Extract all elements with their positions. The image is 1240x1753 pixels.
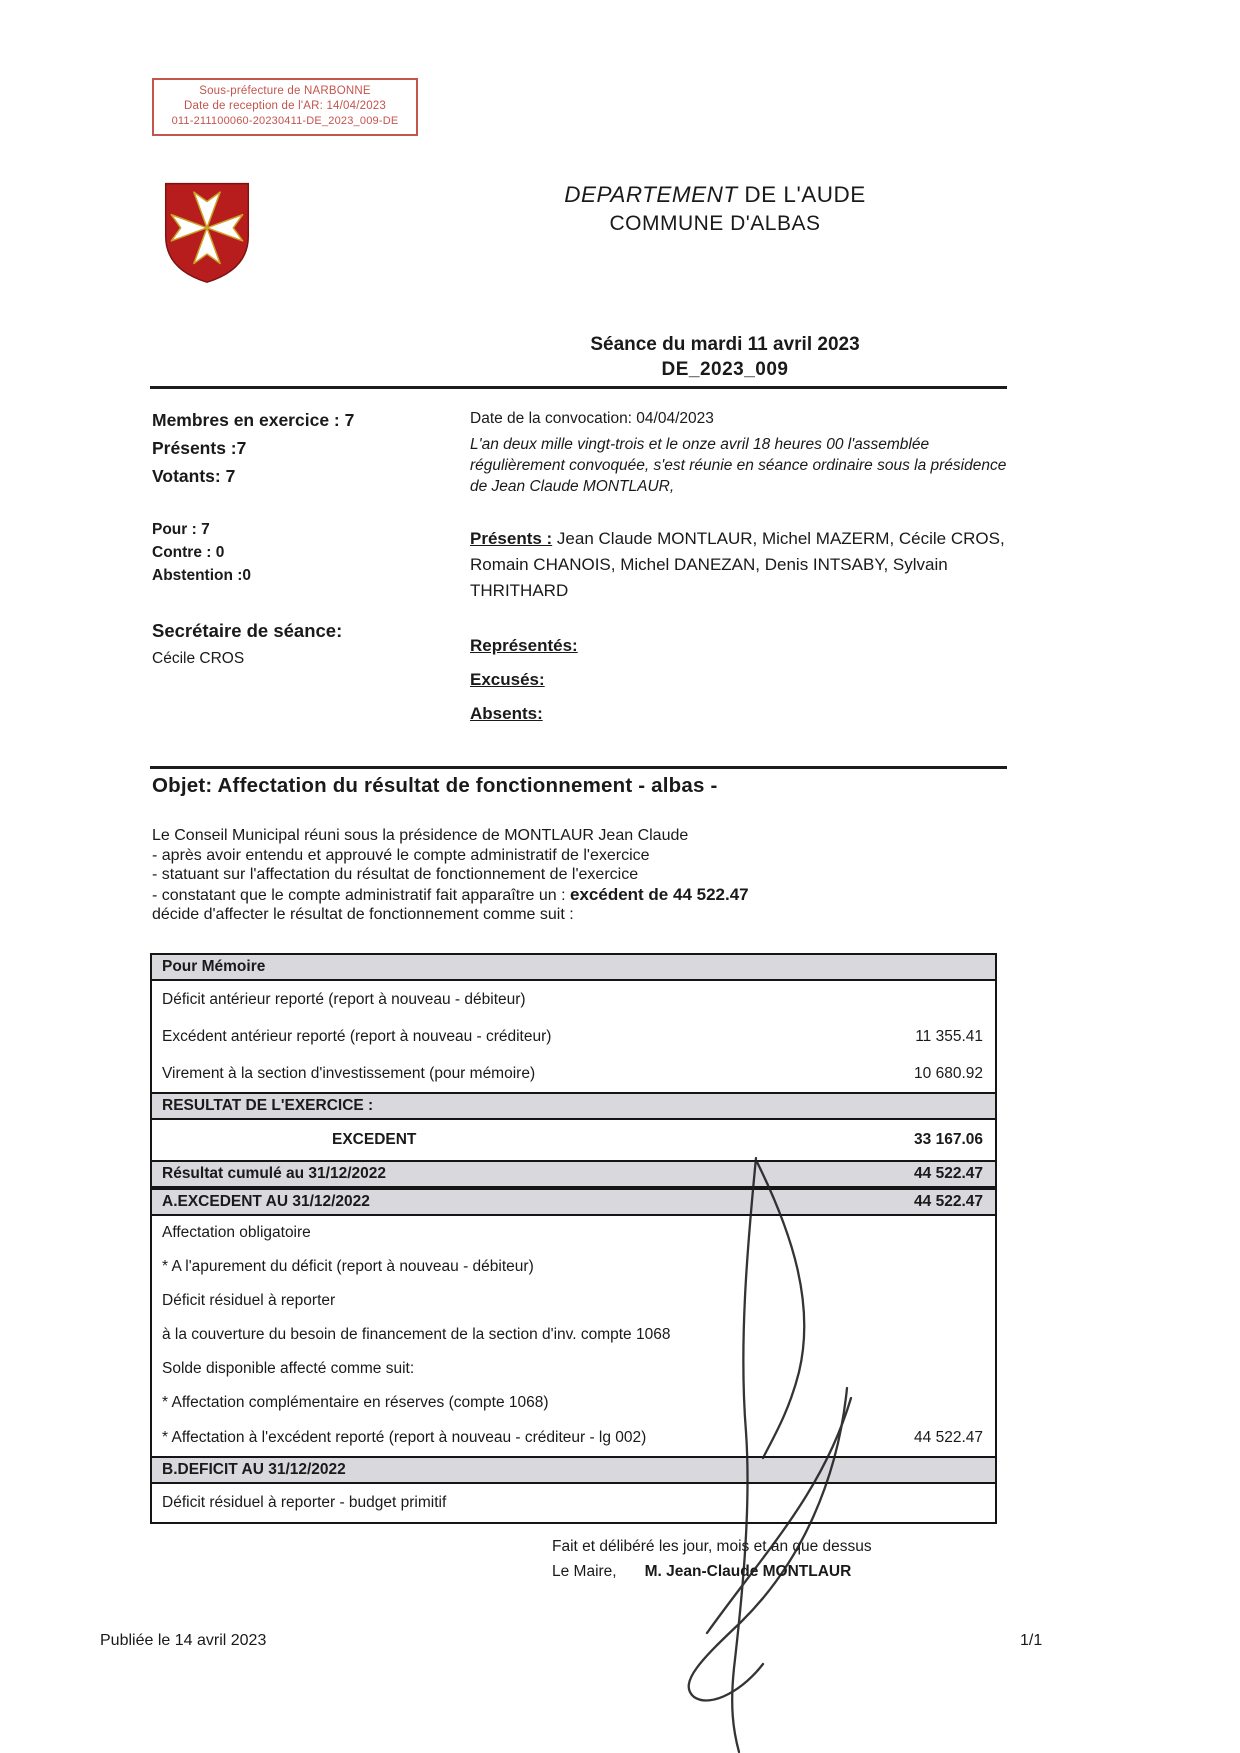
row-value: 44 522.47 bbox=[914, 1193, 983, 1210]
row-label: * A l'apurement du déficit (report à nouveau - débiteur) bbox=[162, 1258, 534, 1275]
row-value: 33 167.06 bbox=[914, 1131, 983, 1148]
divider-line-object bbox=[150, 766, 1007, 769]
votes-abstention: Abstention :0 bbox=[152, 567, 252, 584]
members-count: Membres en exercice : 7 bbox=[152, 410, 355, 430]
row-label: A.EXCEDENT AU 31/12/2022 bbox=[162, 1193, 370, 1210]
deliberation-body bbox=[152, 826, 1012, 925]
row-label: B.DEFICIT AU 31/12/2022 bbox=[162, 1461, 346, 1478]
table-row bbox=[152, 1318, 995, 1352]
stamp-line-1: Sous-préfecture de NARBONNE bbox=[199, 85, 371, 97]
table-row bbox=[152, 981, 995, 1018]
page-number: 1/1 bbox=[1020, 1632, 1043, 1649]
row-label: Excédent antérieur reporté (report à nouveau - créditeur) bbox=[162, 1027, 552, 1045]
row-label: Résultat cumulé au 31/12/2022 bbox=[162, 1165, 387, 1182]
stamp-line-2: Date de reception de l'AR: 14/04/2023 bbox=[183, 100, 387, 112]
prefecture-stamp bbox=[152, 78, 418, 136]
department-name-rest: DE L'AUDE bbox=[737, 182, 866, 207]
attendance-counts bbox=[152, 406, 354, 490]
body-line: - statuant sur l'affectation du résultat de fonctionnement de l'exercice bbox=[152, 866, 639, 883]
vote-counts bbox=[152, 518, 251, 587]
row-value: 10 680.92 bbox=[914, 1064, 983, 1082]
body-line: décide d'affecter le résultat de fonctionnement comme suit : bbox=[152, 906, 574, 923]
secretary-name: Cécile CROS bbox=[152, 650, 245, 667]
table-row bbox=[152, 1120, 995, 1160]
mayor-label: Le Maire, bbox=[552, 1563, 617, 1580]
commune-title: COMMUNE D'ALBAS bbox=[609, 212, 821, 235]
row-label: Déficit antérieur reporté (report à nouveau - débiteur) bbox=[162, 990, 526, 1008]
table-row bbox=[152, 1456, 995, 1484]
department-name-italic: DEPARTEMENT bbox=[564, 182, 738, 207]
row-label: Solde disponible affecté comme suit: bbox=[162, 1360, 415, 1377]
table-row bbox=[152, 1055, 995, 1092]
object-heading: Objet: Affectation du résultat de fonctionnement - albas - bbox=[152, 774, 718, 797]
row-label: Affectation obligatoire bbox=[162, 1224, 311, 1241]
session-date-title: Séance du mardi 11 avril 2023 bbox=[590, 334, 860, 355]
row-label: à la couverture du besoin de financement de la section d'inv. compte 1068 bbox=[162, 1326, 671, 1343]
presents-label: Présents : bbox=[470, 529, 553, 548]
maltese-cross-shield-icon bbox=[160, 178, 254, 286]
votes-for: Pour : 7 bbox=[152, 521, 210, 538]
closing-statement: Fait et délibéré les jour, mois et an que dessus bbox=[552, 1538, 872, 1555]
table-row bbox=[152, 1484, 995, 1522]
body-line: - après avoir entendu et approuvé le compte administratif de l'exercice bbox=[152, 846, 650, 864]
stamp-line-3: 011-211100060-20230411-DE_2023_009-DE bbox=[171, 115, 399, 127]
row-label: RESULTAT DE L'EXERCICE : bbox=[162, 1097, 374, 1114]
body-line: Le Conseil Municipal réuni sous la présidence de MONTLAUR Jean Claude bbox=[152, 827, 689, 844]
secretary-label: Secrétaire de séance: bbox=[152, 620, 343, 641]
table-row bbox=[152, 1250, 995, 1284]
session-preamble: L'an deux mille vingt-trois et le onze avril 18 heures 00 l'assemblée régulièrement convoquée, s'est réunie en séance ordinaire sous la présidence de Jean Claude MONTLAUR, bbox=[470, 436, 1007, 495]
row-label: * Affectation complémentaire en réserves (compte 1068) bbox=[162, 1394, 549, 1411]
table-row bbox=[152, 1386, 995, 1420]
table-row bbox=[152, 1188, 995, 1216]
table-row bbox=[152, 1092, 995, 1120]
row-label: * Affectation à l'excédent reporté (report à nouveau - créditeur - lg 002) bbox=[162, 1429, 647, 1446]
present-count: Présents :7 bbox=[152, 438, 247, 458]
table-row bbox=[152, 1018, 995, 1055]
table-row bbox=[152, 1420, 995, 1456]
body-line-prefix: - constatant que le compte administratif fait apparaître un : bbox=[152, 886, 570, 904]
mayor-signature-line bbox=[552, 1563, 851, 1581]
deliberation-reference: DE_2023_009 bbox=[661, 359, 789, 380]
absents-label: Absents: bbox=[470, 704, 543, 723]
table-row bbox=[152, 953, 995, 981]
row-label: EXCEDENT bbox=[332, 1131, 417, 1148]
result-allocation-table bbox=[150, 953, 997, 1524]
represented-label: Représentés: bbox=[470, 636, 578, 655]
table-row bbox=[152, 1284, 995, 1318]
excused-label: Excusés: bbox=[470, 670, 545, 689]
department-title bbox=[420, 182, 1010, 208]
coat-of-arms bbox=[160, 178, 254, 286]
table-row bbox=[152, 1216, 995, 1250]
present-members-list bbox=[470, 526, 1018, 604]
table-row bbox=[152, 1160, 995, 1188]
body-line bbox=[152, 885, 1012, 906]
publication-date: Publiée le 14 avril 2023 bbox=[100, 1632, 267, 1649]
row-label: Déficit résiduel à reporter - budget primitif bbox=[162, 1494, 447, 1511]
row-label: Déficit résiduel à reporter bbox=[162, 1292, 336, 1309]
convocation-date: Date de la convocation: 04/04/2023 bbox=[470, 410, 714, 427]
row-value: 44 522.47 bbox=[914, 1165, 983, 1182]
row-value: 11 355.41 bbox=[915, 1027, 983, 1045]
votes-against: Contre : 0 bbox=[152, 544, 225, 561]
row-label: Pour Mémoire bbox=[162, 958, 266, 975]
row-value: 44 522.47 bbox=[914, 1429, 983, 1446]
divider-line-top bbox=[150, 386, 1007, 389]
voters-count: Votants: 7 bbox=[152, 466, 236, 486]
surplus-amount: excédent de 44 522.47 bbox=[570, 884, 749, 904]
presents-names: Jean Claude MONTLAUR, Michel MAZERM, Cécile CROS, Romain CHANOIS, Michel DANEZAN, Denis INTSABY, Sylvain THRITHARD bbox=[470, 529, 1005, 600]
mayor-name: M. Jean-Claude MONTLAUR bbox=[644, 1563, 852, 1580]
table-row bbox=[152, 1352, 995, 1386]
row-label: Virement à la section d'investissement (pour mémoire) bbox=[162, 1064, 536, 1082]
